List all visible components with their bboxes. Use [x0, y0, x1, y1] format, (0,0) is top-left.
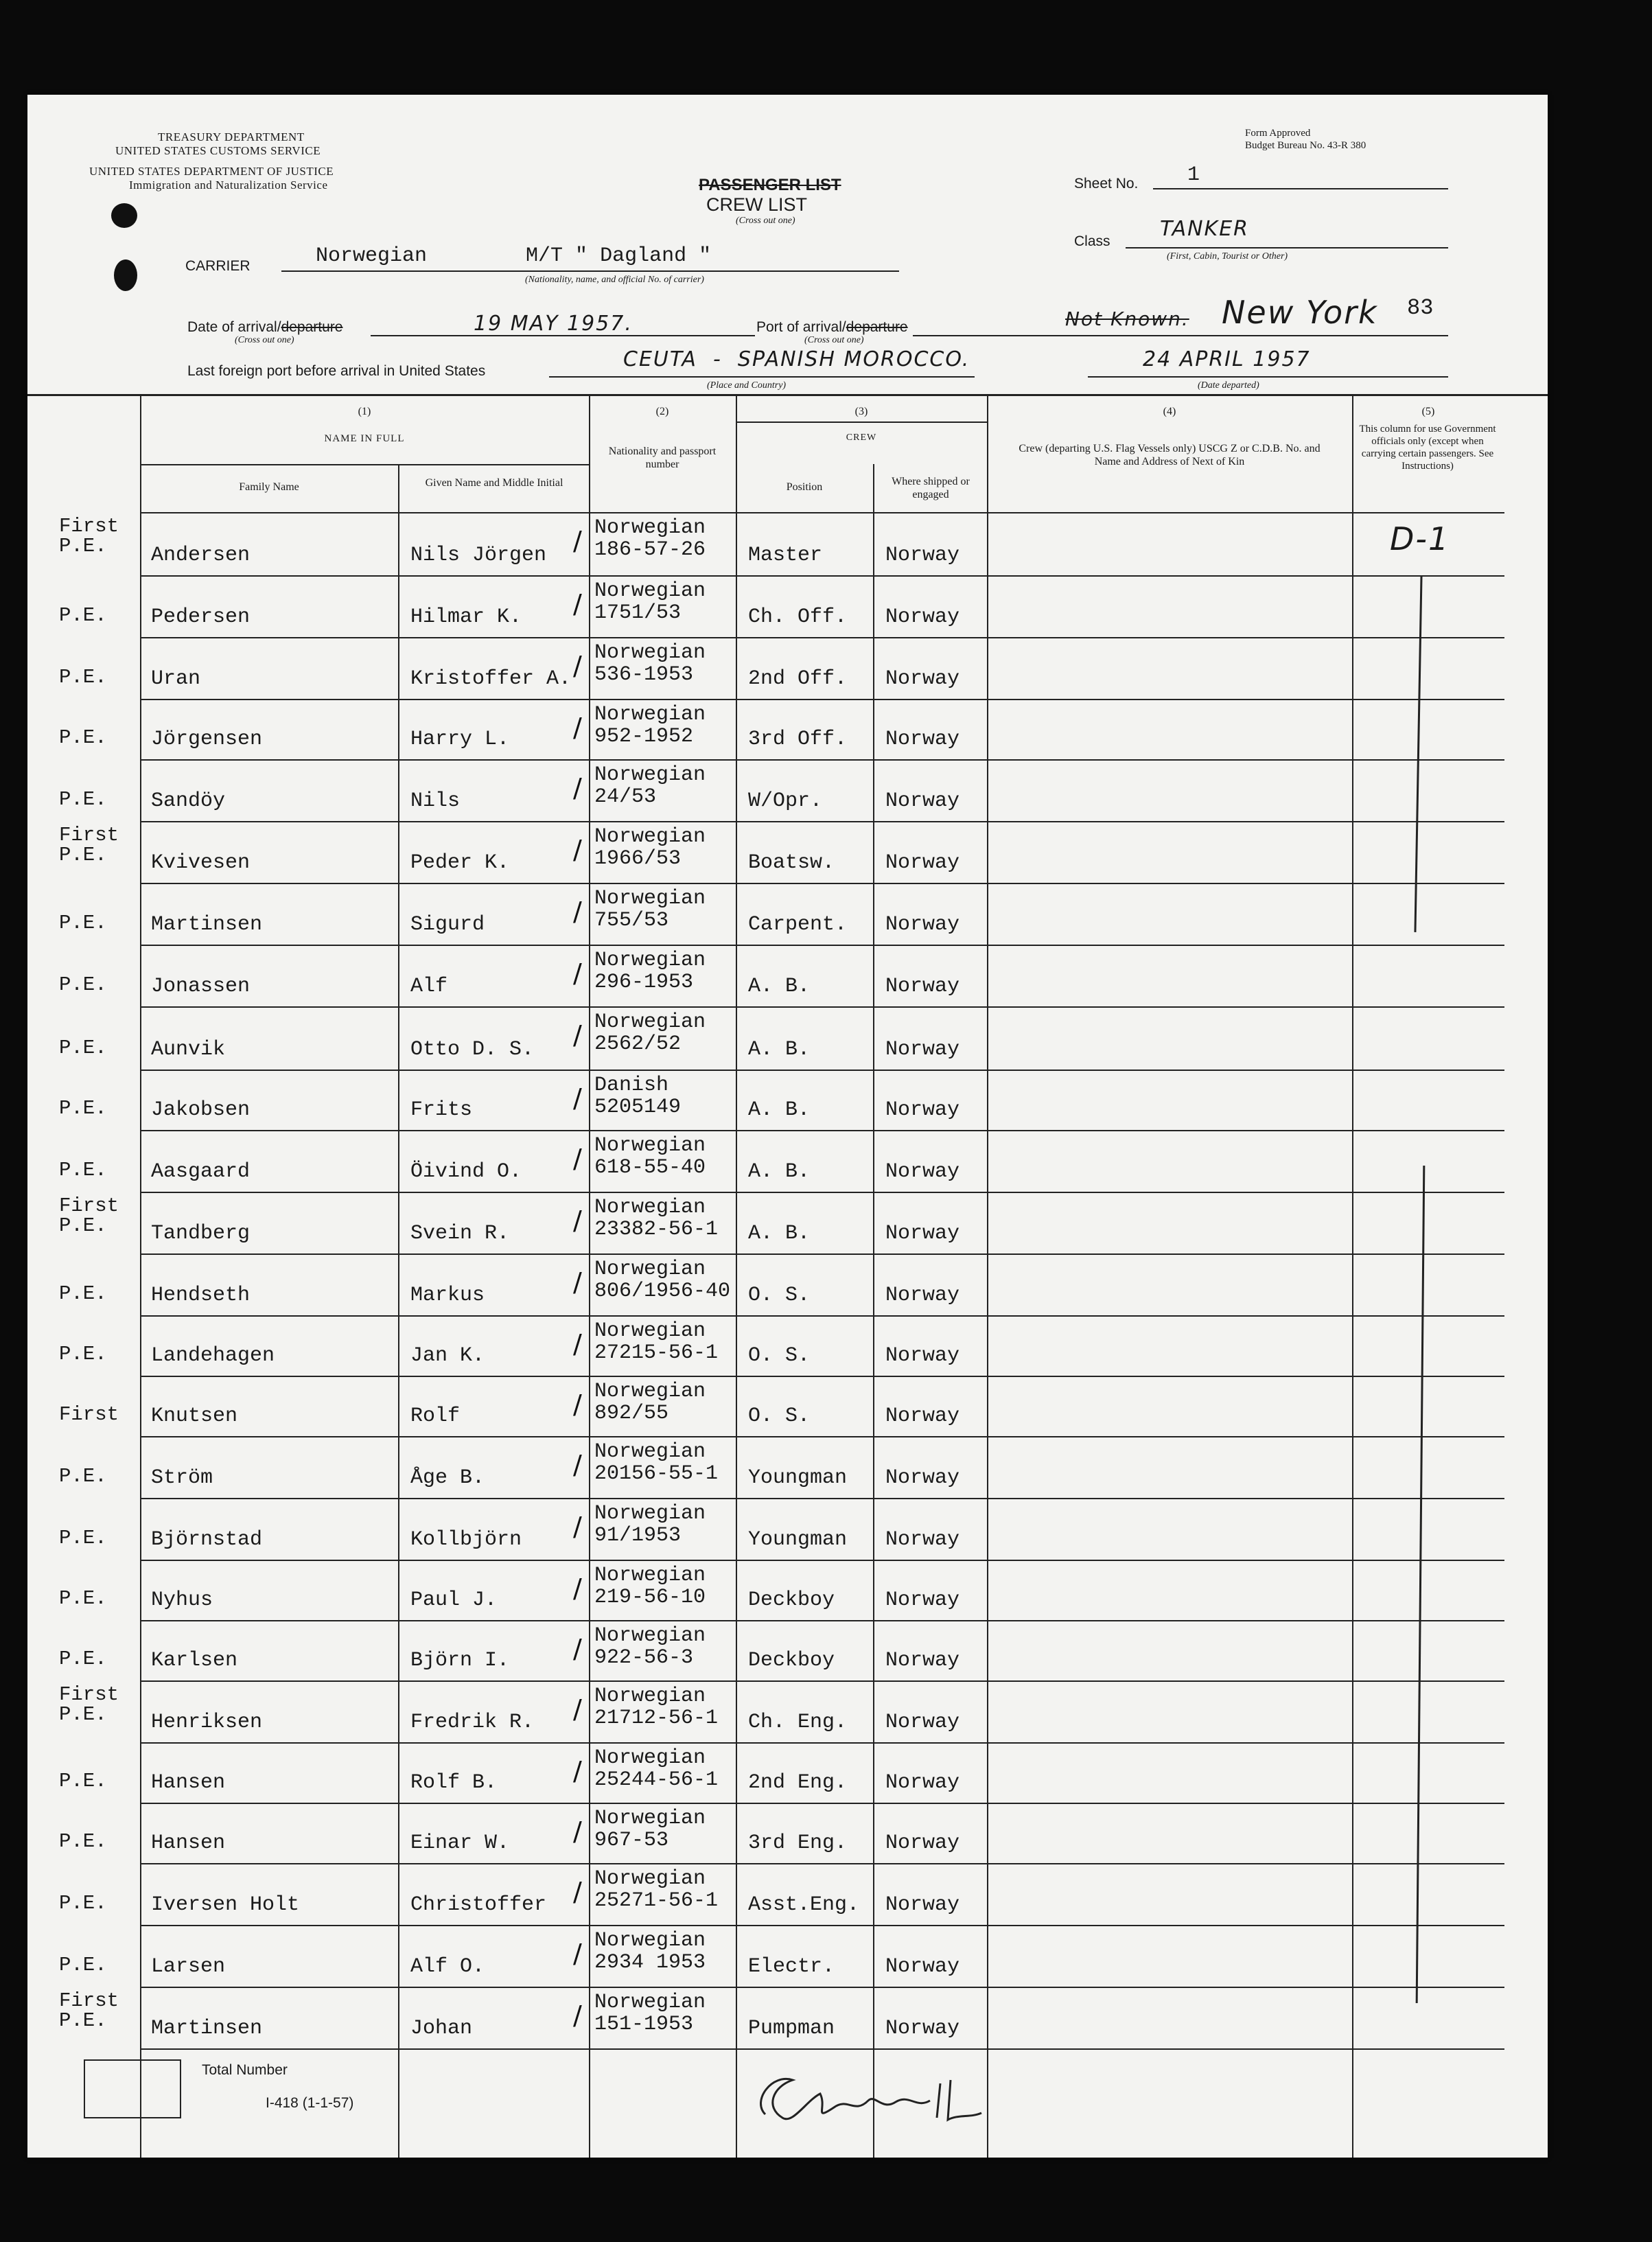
- position-header: Position: [786, 481, 823, 493]
- column-divider: [398, 464, 399, 2158]
- given-name-cell: Harry L.: [410, 728, 510, 751]
- check-mark: /: [573, 1083, 582, 1113]
- where-shipped-cell: Norway: [885, 1405, 960, 1428]
- port-value-struck: Not Known.: [1065, 308, 1189, 330]
- row-prefix: P.E.: [59, 788, 107, 811]
- family-name-cell: Jörgensen: [151, 728, 263, 751]
- check-mark: /: [573, 589, 582, 619]
- row-divider: [140, 1498, 1504, 1499]
- position-cell: 2nd Eng.: [748, 1771, 848, 1794]
- row-prefix: P.E.: [59, 604, 107, 627]
- passport-number-cell: 5205149: [594, 1096, 682, 1119]
- position-cell: A. B.: [748, 1222, 811, 1245]
- port-underline: [913, 335, 1448, 336]
- date-underline: [371, 335, 755, 336]
- given-name-cell: Svein R.: [410, 1222, 510, 1245]
- col3-number: (3): [854, 406, 868, 417]
- carrier-label: CARRIER: [185, 258, 251, 274]
- row-divider: [140, 1192, 1504, 1193]
- table-left-border: [140, 395, 141, 2158]
- check-mark: /: [573, 1450, 582, 1480]
- col2-number: (2): [655, 406, 669, 417]
- given-name-cell: Kollbjörn: [410, 1528, 522, 1551]
- row-divider: [140, 1680, 1504, 1682]
- col1-title: NAME IN FULL: [324, 433, 405, 444]
- passport-number-cell: 806/1956-40: [594, 1280, 731, 1303]
- column-divider: [736, 395, 737, 2158]
- check-mark: /: [573, 1694, 582, 1724]
- check-mark: /: [573, 1267, 582, 1297]
- row-prefix: P.E.: [59, 1097, 107, 1120]
- row-prefix: P.E.: [59, 666, 107, 689]
- position-cell: Youngman: [748, 1466, 848, 1490]
- given-name-cell: Otto D. S.: [410, 1038, 535, 1061]
- passport-number-cell: 2562/52: [594, 1032, 682, 1056]
- row-divider: [140, 821, 1504, 822]
- check-mark: /: [573, 958, 582, 989]
- family-name-cell: Jakobsen: [151, 1098, 251, 1122]
- column-divider: [1352, 395, 1353, 2158]
- where-shipped-cell: Norway: [885, 1711, 960, 1734]
- row-prefix: First P.E.: [59, 824, 119, 866]
- nationality-cell: Norwegian: [594, 1010, 706, 1034]
- where-shipped-cell: Norway: [885, 1588, 960, 1612]
- check-mark: /: [573, 1205, 582, 1236]
- where-shipped-cell: Norway: [885, 1771, 960, 1794]
- total-number-label: Total Number: [202, 2062, 288, 2078]
- check-mark: /: [573, 713, 582, 743]
- nationality-cell: Norwegian: [594, 949, 706, 972]
- row-divider: [140, 1863, 1504, 1864]
- passport-number-cell: 91/1953: [594, 1524, 682, 1547]
- passport-number-cell: 967-53: [594, 1829, 669, 1852]
- crew-list-title: CREW LIST: [706, 194, 808, 215]
- treasury-heading: TREASURY DEPARTMENT: [158, 130, 305, 143]
- justice-heading: UNITED STATES DEPARTMENT OF JUSTICE: [89, 165, 334, 178]
- class-underline: [1126, 247, 1448, 249]
- family-name-cell: Pedersen: [151, 605, 251, 629]
- budget-bureau-label: Budget Bureau No. 43-R 380: [1245, 140, 1366, 151]
- nationality-cell: Norwegian: [594, 1624, 706, 1648]
- row-prefix: P.E.: [59, 1830, 107, 1853]
- family-name-cell: Tandberg: [151, 1222, 251, 1245]
- where-shipped-cell: Norway: [885, 544, 960, 567]
- position-cell: Master: [748, 544, 823, 567]
- position-cell: O. S.: [748, 1284, 811, 1307]
- nationality-cell: Norwegian: [594, 1991, 706, 2014]
- column-divider: [873, 464, 874, 2158]
- check-mark: /: [573, 1877, 582, 1907]
- check-mark: /: [573, 526, 582, 556]
- check-mark: /: [573, 2000, 582, 2031]
- passport-number-cell: 21712-56-1: [594, 1707, 719, 1730]
- passport-number-cell: 20156-55-1: [594, 1462, 719, 1486]
- position-cell: Electr.: [748, 1955, 835, 1978]
- where-shipped-cell: Norway: [885, 1038, 960, 1061]
- passport-number-cell: 25244-56-1: [594, 1768, 719, 1792]
- position-cell: Pumpman: [748, 2017, 835, 2040]
- sheet-label: Sheet No.: [1074, 176, 1139, 192]
- row-prefix: P.E.: [59, 1343, 107, 1365]
- sheet-value: 1: [1187, 163, 1200, 187]
- row-divider: [140, 1925, 1504, 1926]
- passport-number-cell: 1966/53: [594, 847, 682, 870]
- row-divider: [140, 759, 1504, 761]
- family-name-cell: Larsen: [151, 1955, 226, 1978]
- header-bottom-rule: [140, 512, 1504, 513]
- port-label: Port of arrival/departure: [756, 319, 908, 335]
- row-prefix: P.E.: [59, 1282, 107, 1305]
- family-name-cell: Sandöy: [151, 789, 226, 813]
- row-prefix: P.E.: [59, 1159, 107, 1181]
- check-mark: /: [573, 897, 582, 927]
- position-cell: Ch. Eng.: [748, 1711, 848, 1734]
- check-mark: /: [573, 1939, 582, 1969]
- table-top-rule: [27, 394, 1548, 396]
- family-name-cell: Kvivesen: [151, 851, 251, 875]
- position-cell: Boatsw.: [748, 851, 835, 875]
- given-name-cell: Nils Jörgen: [410, 544, 547, 567]
- where-shipped-cell: Norway: [885, 1649, 960, 1672]
- nationality-cell: Norwegian: [594, 1440, 706, 1464]
- port-note: (Cross out one): [804, 335, 864, 345]
- row-divider: [140, 883, 1504, 884]
- government-use-header: This column for use Government officials only (except when carrying certain passengers. See Instructions): [1359, 424, 1496, 472]
- nationality-cell: Norwegian: [594, 1929, 706, 1952]
- row-divider: [140, 1987, 1504, 1988]
- col3-title: CREW: [846, 432, 877, 443]
- row-divider: [140, 1742, 1504, 1744]
- given-name-cell: Johan: [410, 2017, 473, 2040]
- nationality-cell: Norwegian: [594, 763, 706, 787]
- where-shipped-cell: Norway: [885, 1222, 960, 1245]
- where-shipped-cell: Norway: [885, 605, 960, 629]
- given-name-cell: Rolf: [410, 1405, 461, 1428]
- family-name-cell: Martinsen: [151, 913, 263, 936]
- row-prefix: First: [59, 1403, 119, 1426]
- family-name-cell: Henriksen: [151, 1711, 263, 1734]
- check-mark: /: [573, 1389, 582, 1420]
- departed-underline: [1088, 376, 1448, 378]
- nationality-cell: Norwegian: [594, 1380, 706, 1403]
- given-name-cell: Kristoffer A.: [410, 667, 572, 691]
- where-shipped-cell: Norway: [885, 1344, 960, 1367]
- col1-number: (1): [358, 406, 371, 417]
- given-name-cell: Paul J.: [410, 1588, 498, 1612]
- family-name-cell: Andersen: [151, 544, 251, 567]
- col5-annotation: D-1: [1390, 520, 1450, 557]
- position-cell: Deckboy: [748, 1588, 835, 1612]
- nationality-cell: Norwegian: [594, 579, 706, 603]
- row-prefix: P.E.: [59, 1465, 107, 1488]
- form-approved-label: Form Approved: [1245, 128, 1311, 139]
- check-mark: /: [573, 1573, 582, 1604]
- family-name-cell: Martinsen: [151, 2017, 263, 2040]
- row-divider: [140, 1315, 1504, 1317]
- passport-number-cell: 23382-56-1: [594, 1218, 719, 1241]
- row-divider: [140, 1006, 1504, 1008]
- family-name-cell: Iversen Holt: [151, 1893, 300, 1917]
- class-label: Class: [1074, 233, 1110, 249]
- nationality-cell: Danish: [594, 1074, 669, 1097]
- family-name-cell: Jonassen: [151, 975, 251, 998]
- family-name-cell: Aasgaard: [151, 1160, 251, 1183]
- passport-number-cell: 296-1953: [594, 971, 694, 994]
- column-divider: [987, 395, 988, 2158]
- family-name-cell: Uran: [151, 667, 201, 691]
- check-mark: /: [573, 835, 582, 865]
- where-shipped-cell: Norway: [885, 1466, 960, 1490]
- check-mark: /: [573, 1634, 582, 1664]
- class-value: TANKER: [1160, 217, 1250, 241]
- cross-out-one-note: (Cross out one): [736, 216, 795, 226]
- row-divider: [140, 1560, 1504, 1561]
- where-shipped-cell: Norway: [885, 667, 960, 691]
- nationality-cell: Norwegian: [594, 1502, 706, 1525]
- given-name-cell: Peder K.: [410, 851, 510, 875]
- punch-hole-mark: [111, 203, 137, 228]
- nationality-cell: Norwegian: [594, 1867, 706, 1891]
- col5-number: (5): [1421, 406, 1435, 417]
- carrier-note: (Nationality, name, and official No. of carrier): [525, 275, 704, 285]
- nationality-cell: Norwegian: [594, 1134, 706, 1157]
- nationality-cell: Norwegian: [594, 825, 706, 848]
- row-prefix: P.E.: [59, 1770, 107, 1792]
- position-cell: Deckboy: [748, 1649, 835, 1672]
- given-name-cell: Christoffer: [410, 1893, 547, 1917]
- given-name-cell: Rolf B.: [410, 1771, 498, 1794]
- nationality-cell: Norwegian: [594, 1746, 706, 1770]
- crew-list-document: [27, 95, 1548, 2158]
- position-cell: A. B.: [748, 975, 811, 998]
- sheet-underline: [1153, 188, 1448, 189]
- passport-number-cell: 618-55-40: [594, 1156, 706, 1179]
- given-name-header: Given Name and Middle Initial: [425, 477, 563, 489]
- row-divider: [140, 1620, 1504, 1621]
- col4-number: (4): [1163, 406, 1176, 417]
- col5-ditto-stroke: [1416, 1166, 1426, 2003]
- date-value: 19 MAY 1957.: [474, 312, 633, 336]
- where-shipped-cell: Norway: [885, 1098, 960, 1122]
- nationality-header: Nationality and passport number: [608, 446, 717, 470]
- given-name-cell: Alf: [410, 975, 448, 998]
- passport-number-cell: 151-1953: [594, 2013, 694, 2036]
- position-cell: Carpent.: [748, 913, 848, 936]
- check-mark: /: [573, 1144, 582, 1174]
- total-number-box: [84, 2059, 181, 2118]
- departed-note: (Date departed): [1198, 380, 1259, 391]
- nationality-cell: Norwegian: [594, 516, 706, 540]
- family-name-cell: Hansen: [151, 1831, 226, 1855]
- check-mark: /: [573, 651, 582, 681]
- passport-number-cell: 24/53: [594, 785, 657, 809]
- next-of-kin-header: Crew (departing U.S. Flag Vessels only) USCG Z or C.D.B. No. and Name and Address of Next of Kin: [1019, 443, 1321, 467]
- row-prefix: P.E.: [59, 1954, 107, 1976]
- column-divider: [589, 395, 590, 2158]
- passport-number-cell: 27215-56-1: [594, 1341, 719, 1365]
- nationality-cell: Norwegian: [594, 1319, 706, 1343]
- row-prefix: P.E.: [59, 1587, 107, 1610]
- position-cell: 2nd Off.: [748, 667, 848, 691]
- where-shipped-header: Where shipped or engaged: [892, 476, 970, 500]
- form-code: I-418 (1-1-57): [266, 2095, 354, 2111]
- row-divider: [140, 1070, 1504, 1071]
- customs-heading: UNITED STATES CUSTOMS SERVICE: [115, 144, 321, 157]
- given-name-cell: Frits: [410, 1098, 473, 1122]
- passport-number-cell: 536-1953: [594, 663, 694, 686]
- position-cell: Ch. Off.: [748, 605, 848, 629]
- given-name-cell: Markus: [410, 1284, 485, 1307]
- where-shipped-cell: Norway: [885, 1831, 960, 1855]
- given-name-cell: Fredrik R.: [410, 1711, 535, 1734]
- nationality-cell: Norwegian: [594, 1258, 706, 1281]
- row-divider: [140, 699, 1504, 700]
- row-prefix: P.E.: [59, 973, 107, 996]
- family-name-header: Family Name: [239, 481, 299, 493]
- row-divider: [140, 1803, 1504, 1804]
- last-port-note: (Place and Country): [707, 380, 787, 391]
- date-label: Date of arrival/departure: [187, 319, 343, 335]
- position-cell: Asst.Eng.: [748, 1893, 860, 1917]
- check-mark: /: [573, 1756, 582, 1786]
- nationality-cell: Norwegian: [594, 887, 706, 910]
- passenger-list-struck: PASSENGER LIST: [699, 176, 841, 194]
- passport-number-cell: 25271-56-1: [594, 1889, 719, 1912]
- row-divider: [140, 575, 1504, 577]
- where-shipped-cell: Norway: [885, 1893, 960, 1917]
- passport-number-cell: 892/55: [594, 1402, 669, 1425]
- row-prefix: P.E.: [59, 912, 107, 934]
- class-note: (First, Cabin, Tourist or Other): [1167, 251, 1288, 262]
- where-shipped-cell: Norway: [885, 789, 960, 813]
- row-prefix: P.E.: [59, 1527, 107, 1549]
- position-cell: A. B.: [748, 1098, 811, 1122]
- last-port-value: CEUTA - SPANISH MOROCCO.: [623, 347, 970, 371]
- row-divider: [140, 1436, 1504, 1437]
- nationality-cell: Norwegian: [594, 1807, 706, 1830]
- date-note: (Cross out one): [235, 335, 294, 345]
- nationality-cell: Norwegian: [594, 1685, 706, 1708]
- punch-hole-mark: [114, 259, 137, 291]
- port-value: New York: [1222, 294, 1378, 331]
- passport-number-cell: 219-56-10: [594, 1586, 706, 1609]
- passport-number-cell: 922-56-3: [594, 1646, 694, 1669]
- row-prefix: P.E.: [59, 1892, 107, 1915]
- page-number: 83: [1407, 295, 1434, 321]
- check-mark: /: [573, 1329, 582, 1359]
- officer-signature: [745, 2059, 1005, 2135]
- row-divider: [140, 1376, 1504, 1377]
- row-prefix: First P.E.: [59, 1194, 119, 1237]
- nationality-cell: Norwegian: [594, 1564, 706, 1587]
- position-cell: A. B.: [748, 1038, 811, 1061]
- carrier-underline: [281, 270, 899, 272]
- subheader-rule: [736, 421, 987, 423]
- given-name-cell: Sigurd: [410, 913, 485, 936]
- nationality-cell: Norwegian: [594, 703, 706, 726]
- row-divider: [140, 945, 1504, 946]
- position-cell: W/Opr.: [748, 789, 823, 813]
- row-prefix: First P.E.: [59, 1683, 119, 1726]
- check-mark: /: [573, 1512, 582, 1542]
- where-shipped-cell: Norway: [885, 975, 960, 998]
- row-prefix: P.E.: [59, 726, 107, 749]
- row-prefix: P.E.: [59, 1648, 107, 1670]
- position-cell: O. S.: [748, 1405, 811, 1428]
- check-mark: /: [573, 773, 582, 803]
- last-port-underline: [549, 376, 975, 378]
- row-prefix: First P.E.: [59, 1989, 119, 2032]
- where-shipped-cell: Norway: [885, 2017, 960, 2040]
- passport-number-cell: 755/53: [594, 909, 669, 932]
- family-name-cell: Hansen: [151, 1771, 226, 1794]
- col5-ditto-stroke: [1414, 575, 1422, 932]
- passport-number-cell: 2934 1953: [594, 1951, 706, 1974]
- immigration-heading: Immigration and Naturalization Service: [129, 178, 328, 192]
- given-name-cell: Öivind O.: [410, 1160, 522, 1183]
- position-cell: A. B.: [748, 1160, 811, 1183]
- subheader-rule: [140, 464, 589, 465]
- departed-value: 24 APRIL 1957: [1143, 347, 1311, 371]
- given-name-cell: Björn I.: [410, 1649, 510, 1672]
- row-divider: [140, 1130, 1504, 1131]
- given-name-cell: Hilmar K.: [410, 605, 522, 629]
- nationality-cell: Norwegian: [594, 1196, 706, 1219]
- position-cell: 3rd Eng.: [748, 1831, 848, 1855]
- family-name-cell: Landehagen: [151, 1344, 275, 1367]
- family-name-cell: Aunvik: [151, 1038, 226, 1061]
- where-shipped-cell: Norway: [885, 913, 960, 936]
- row-prefix: P.E.: [59, 1037, 107, 1059]
- position-cell: 3rd Off.: [748, 728, 848, 751]
- where-shipped-cell: Norway: [885, 1284, 960, 1307]
- family-name-cell: Nyhus: [151, 1588, 213, 1612]
- where-shipped-cell: Norway: [885, 1528, 960, 1551]
- where-shipped-cell: Norway: [885, 1160, 960, 1183]
- given-name-cell: Alf O.: [410, 1955, 485, 1978]
- carrier-value: Norwegian M/T " Dagland ": [316, 244, 712, 268]
- position-cell: Youngman: [748, 1528, 848, 1551]
- passport-number-cell: 186-57-26: [594, 538, 706, 562]
- family-name-cell: Hendseth: [151, 1284, 251, 1307]
- given-name-cell: Jan K.: [410, 1344, 485, 1367]
- given-name-cell: Einar W.: [410, 1831, 510, 1855]
- passport-number-cell: 1751/53: [594, 601, 682, 625]
- passport-number-cell: 952-1952: [594, 725, 694, 748]
- nationality-cell: Norwegian: [594, 641, 706, 664]
- check-mark: /: [573, 1020, 582, 1050]
- row-prefix: First P.E.: [59, 515, 119, 557]
- where-shipped-cell: Norway: [885, 851, 960, 875]
- family-name-cell: Ström: [151, 1466, 213, 1490]
- given-name-cell: Åge B.: [410, 1466, 485, 1490]
- family-name-cell: Knutsen: [151, 1405, 238, 1428]
- row-divider: [140, 637, 1504, 638]
- given-name-cell: Nils: [410, 789, 461, 813]
- row-divider: [140, 1253, 1504, 1255]
- family-name-cell: Björnstad: [151, 1528, 263, 1551]
- where-shipped-cell: Norway: [885, 728, 960, 751]
- last-port-label: Last foreign port before arrival in United States: [187, 363, 486, 379]
- position-cell: O. S.: [748, 1344, 811, 1367]
- check-mark: /: [573, 1816, 582, 1847]
- where-shipped-cell: Norway: [885, 1955, 960, 1978]
- row-divider: [140, 2048, 1504, 2050]
- family-name-cell: Karlsen: [151, 1649, 238, 1672]
